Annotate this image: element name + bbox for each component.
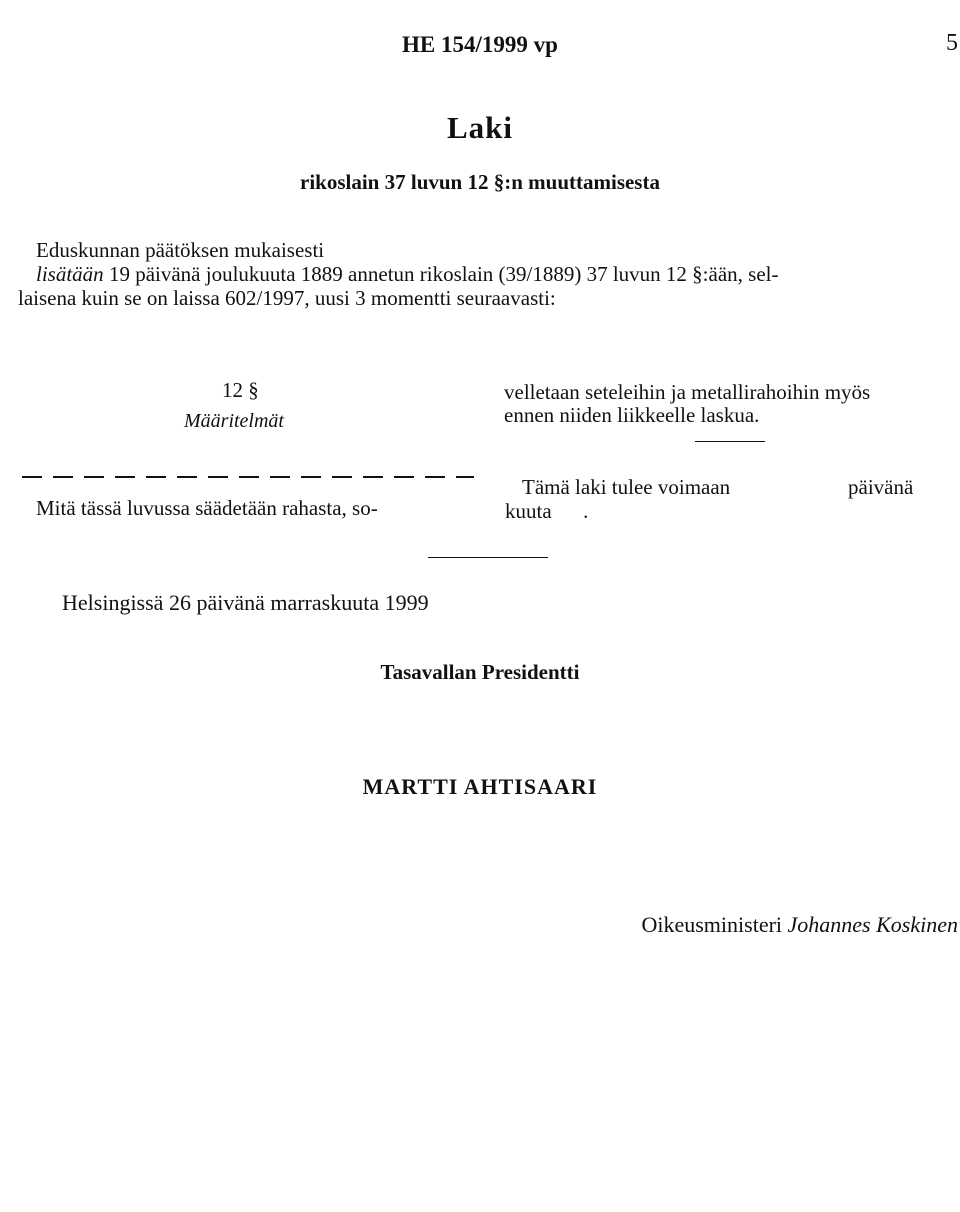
section-end-rule	[695, 441, 765, 442]
section-number: 12 §	[222, 378, 259, 402]
section-text-right-line-1: velletaan seteleihin ja metallirahoihin myös	[504, 380, 871, 404]
document-header-title: HE 154/1999 vp	[402, 32, 558, 57]
president-name: MARTTI AHTISAARI	[362, 774, 598, 799]
preamble-line-1: Eduskunnan päätöksen mukaisesti	[36, 238, 325, 262]
minister-name: Johannes Koskinen	[787, 912, 958, 937]
president-title: Tasavallan Presidentti	[380, 660, 580, 684]
minister-title: Oikeusministeri	[641, 912, 788, 937]
entry-into-force-line-1: Tämä laki tulee voimaan	[522, 475, 731, 499]
law-title: Laki	[446, 110, 514, 145]
law-subtitle: rikoslain 37 luvun 12 §:n muuttamisesta	[300, 170, 660, 194]
section-text-left: Mitä tässä luvussa säädetään rahasta, so-	[36, 496, 378, 520]
entry-into-force-line-2: kuuta .	[505, 499, 589, 523]
law-end-rule	[428, 557, 548, 558]
omission-dashes	[22, 476, 474, 478]
signing-place-date: Helsingissä 26 päivänä marraskuuta 1999	[62, 590, 429, 615]
section-heading: Määritelmät	[184, 410, 284, 432]
preamble-line-2-text: 19 päivänä joulukuuta 1889 annetun rikoslain (39/1889) 37 luvun 12 §:ään, sel-	[103, 262, 779, 286]
entry-into-force-day: päivänä	[848, 475, 914, 499]
preamble-line-3: laisena kuin se on laissa 602/1997, uusi 3 momentti seuraavasti:	[18, 286, 556, 310]
minister-signature	[641, 912, 958, 938]
page-number: 5	[946, 30, 958, 56]
preamble-verb: lisätään	[36, 262, 104, 286]
section-text-right-line-2: ennen niiden liikkeelle laskua.	[504, 403, 760, 427]
preamble-line-2	[36, 262, 778, 287]
